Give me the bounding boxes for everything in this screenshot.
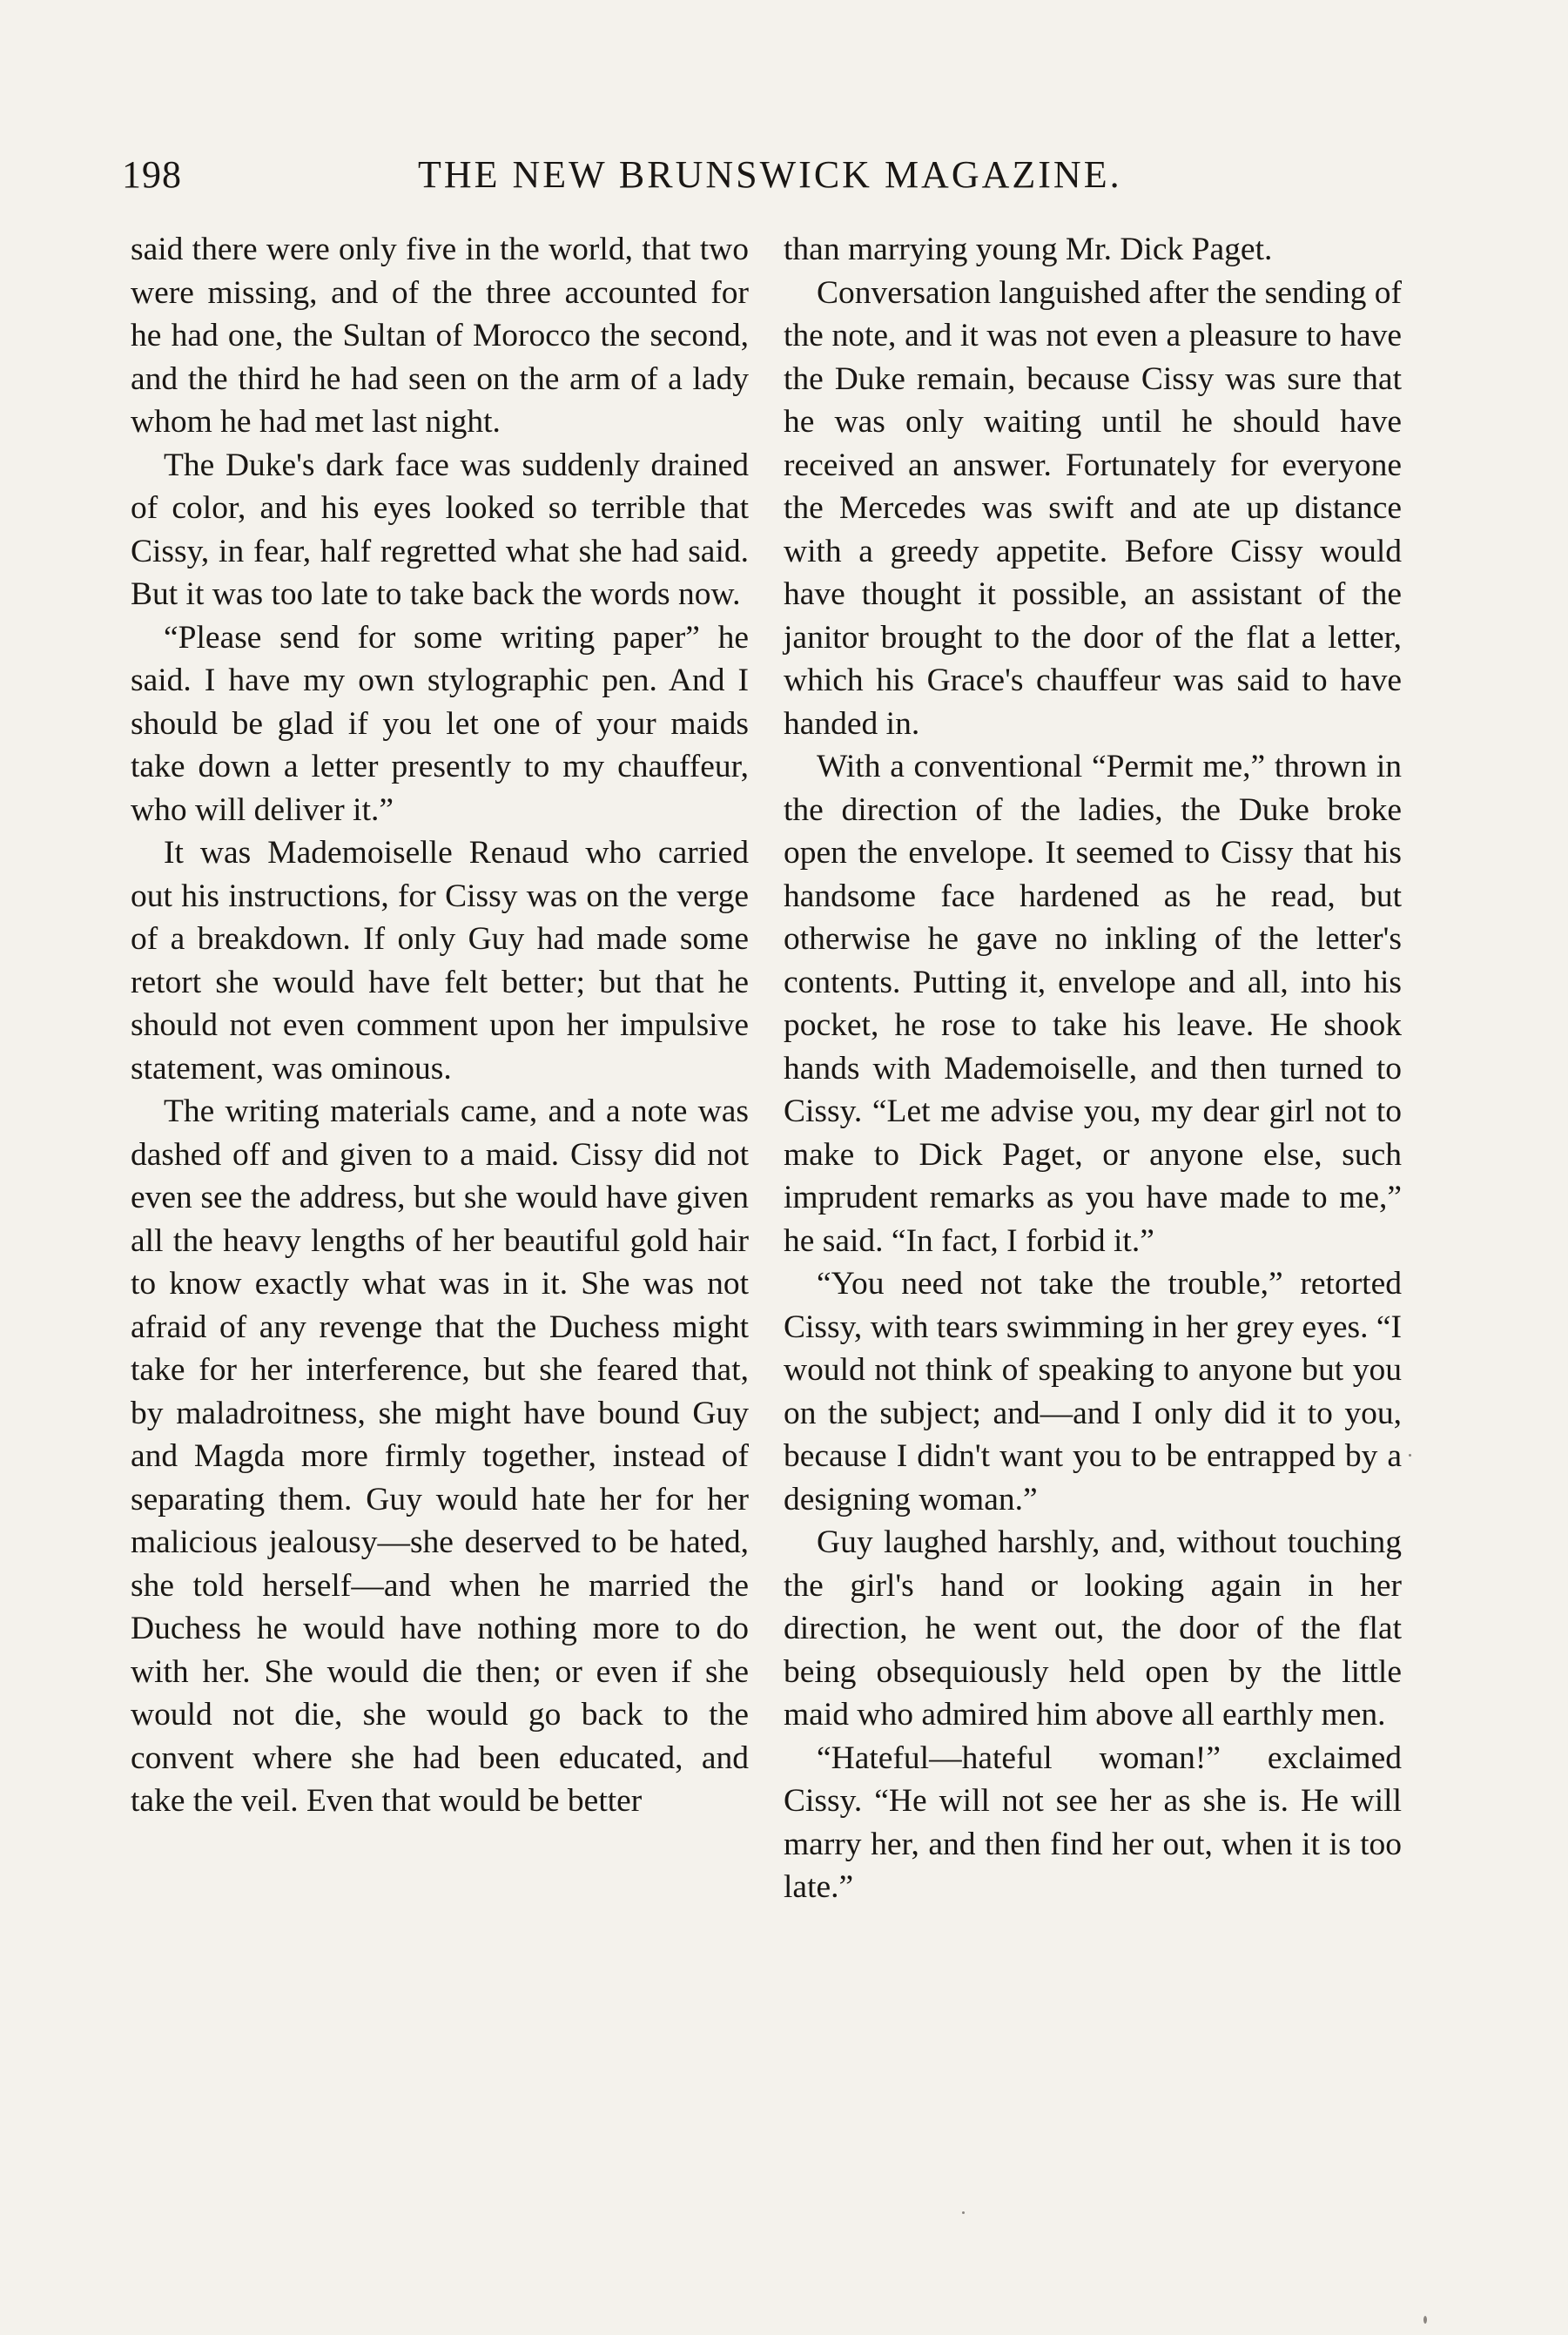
paragraph: than marrying young Mr. Dick Paget. [784, 232, 1273, 267]
paragraph: The writing materials came, and a note was dashed off and given to a maid. Cissy did not even see the address, but she would have given all the heavy lengths of her beautiful gold hair to know exactly what was in it. She was not afraid of any revenge that the Duchess might take for her interference, but she feared that, by maladroitness, she might have bound Guy and Magda more firmly together, instead of separating them. Guy would hate her for her malicious jealousy—she deserved to be hated, she told herself—and when he married the Duchess he would have nothing more to do with her. She would die then; or even if she would not die, she would go back to the convent where she had been educated, and take the veil. Even that would be better [131, 1093, 749, 1819]
paragraph: “Please send for some writing paper” he said. I have my own stylographic pen. And I should be glad if you let one of your maids take down a letter presently to my chauffeur, who will deliver it.” [131, 619, 749, 828]
paragraph: With a conventional “Permit me,” thrown in the direction of the ladies, the Duke broke open the envelope. It seemed to Cissy that his handsome face hardened as he read, but otherwise he gave no inkling of the letter's contents. Putting it, envelope and all, into his pocket, he rose to take his leave. He shook hands with Mademoiselle, and then turned to Cissy. “Let me advise you, my dear girl not to make to Dick Paget, or anyone else, such imprudent remarks as you have made to me,” he said. “In fact, I forbid it.” [784, 749, 1402, 1259]
paragraph: said there were only five in the world, that two were missing, and of the three accounted for he had one, the Sultan of Morocco the second, and the third he had seen on the arm of a lady whom he had met last night. [131, 232, 749, 440]
paper-speck [1423, 2316, 1427, 2324]
paper-speck [1409, 1454, 1411, 1457]
left-column [131, 228, 749, 1823]
paragraph: Guy laughed harshly, and, without touching the girl's hand or looking again in her direction, he went out, the door of the flat being obsequiously held open by the little maid who admired him above all earthly men. [784, 1524, 1402, 1733]
paper-speck [962, 2211, 965, 2214]
paragraph: The Duke's dark face was suddenly drained of color, and his eyes looked so terrible that Cissy, in fear, half regretted what she had said. But it was too late to take back the words now. [131, 447, 749, 612]
page-header [122, 152, 1410, 205]
paragraph: Conversation languished after the sending of the note, and it was not even a pleasure to have the Duke remain, because Cissy was sure that he was only waiting until he should have received an answer. Fortunately for everyone the Mercedes was swift and ate up distance with a greedy appetite. Before Cissy would have thought it possible, an assistant of the janitor brought to the door of the flat a letter, which his Grace's chauffeur was said to have handed in. [784, 274, 1402, 742]
right-column [784, 228, 1402, 1909]
page-number: 198 [122, 153, 182, 196]
paragraph: “You need not take the trouble,” retorted Cissy, with tears swimming in her grey eyes. “I would not think of speaking to anyone but you on the subject; and—and I only did it to you, because I didn't want you to be entrapped by a designing woman.” [784, 1266, 1402, 1517]
running-head: THE NEW BRUNSWICK MAGAZINE. [418, 153, 1122, 196]
paragraph: “Hateful—hateful woman!” exclaimed Cissy. “He will not see her as she is. He will marry her, and then find her out, when it is too late.” [784, 1739, 1402, 1905]
paragraph: It was Mademoiselle Renaud who carried out his instructions, for Cissy was on the verge of a breakdown. If only Guy had made some retort she would have felt better; but that he should not even comment upon her impulsive statement, was ominous. [131, 835, 749, 1087]
